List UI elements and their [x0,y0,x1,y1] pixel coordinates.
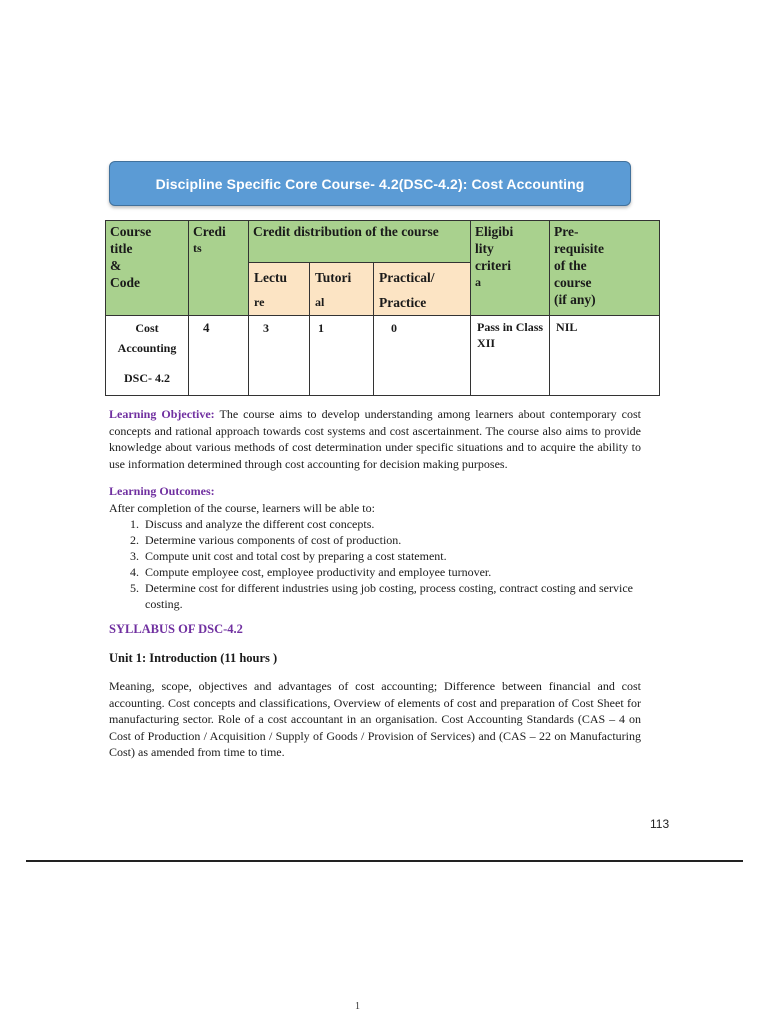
list-item: 3. Compute unit cost and total cost by preparing a cost statement. [142,548,641,564]
header-text: Practical/ [379,270,435,285]
header-text: Tutori [315,270,352,285]
cell-lecture [249,316,310,396]
header-text: Lectu [254,270,287,285]
header-text: a [475,275,482,289]
learning-objective-label: Learning Objective: [109,407,215,421]
header-course-title [106,221,189,316]
header-text: Credit distribution of the course [253,224,439,239]
course-title-banner [109,161,631,206]
cell-prerequisite [550,316,660,396]
learning-objective-text: The course aims to develop understanding among learners about contemporary cost concepts and rational approach towards cost systems and cost ascertainment. The course also aims to provide knowledge about various methods of cost determination under specific situations and to acquire the ability to use information determined through cost accounting for decision making purposes. [109,407,641,471]
header-credits [189,221,249,316]
learning-objective [109,406,641,472]
cell-practical [374,316,471,396]
header-text: Credi [193,224,226,239]
header-text: Code [110,275,140,290]
prerequisite-value: NIL [556,320,578,334]
practical-value: 0 [391,321,397,335]
cell-tutorial [310,316,374,396]
divider [26,860,743,862]
credits-value: 4 [203,320,210,335]
list-item: 2. Determine various components of cost of production. [142,532,641,548]
header-text: re [254,295,265,309]
list-item: 4. Compute employee cost, employee productivity and employee turnover. [142,564,641,580]
header-credit-distribution [249,221,471,263]
header-text: course [554,275,592,290]
cell-credits [189,316,249,396]
tutorial-value: 1 [318,321,324,335]
header-lecture [249,263,310,316]
header-text: Practice [379,295,427,310]
header-text: (if any) [554,292,596,307]
header-text: criteri [475,258,511,273]
header-prerequisite [550,221,660,316]
header-text: Course [110,224,152,239]
eligibility-line: XII [477,336,496,350]
cell-eligibility [471,316,550,396]
list-item: 1. Discuss and analyze the different cost concepts. [142,516,641,532]
header-text: title [110,241,133,256]
learning-outcomes-label: Learning Outcomes: [109,484,215,498]
course-code: DSC- 4.2 [123,371,170,385]
credit-distribution-table [105,220,660,396]
eligibility-line: Pass in Class [477,320,544,334]
header-text: Eligibi [475,224,514,239]
syllabus-heading: SYLLABUS OF DSC-4.2 [109,622,243,636]
header-text: al [315,295,325,309]
header-text: lity [475,241,494,256]
unit-description: Meaning, scope, objectives and advantages of cost accounting; Difference between financial and cost accounting. Cost concepts and classifications, Overview of elements of cost and preparation of Cost Sheet for manufacturing sector. Role of a cost accountant in an organisation. Cost Accounting Standards (CAS – 4 on Cost of Production / Acquisition / Supply of Goods / Provision of Services) and (CAS – 22 on Manufacturing Cost) as amended from time to time. [109,679,641,759]
learning-outcomes-list [142,516,641,612]
header-tutorial [310,263,374,316]
banner-title: Discipline Specific Core Course- 4.2(DSC-4.2): Cost Accounting [155,175,585,192]
course-name-line: Accounting [117,341,177,355]
footer-page-number: 1 [355,1001,360,1012]
header-practical [374,263,471,316]
list-item: 5. Determine cost for different industries using job costing, process costing, contract costing and service costing. [142,580,641,612]
page-number: 113 [650,817,670,831]
header-eligibility [471,221,550,316]
unit-heading: Unit 1: Introduction (11 hours ) [109,651,278,665]
header-text: requisite [554,241,605,256]
learning-outcomes [109,483,641,612]
header-text: ts [193,241,202,255]
cell-course-title [106,316,189,396]
learning-outcomes-intro: After completion of the course, learners will be able to: [109,500,375,515]
course-name-line: Cost [135,321,159,335]
header-text: & [110,258,122,273]
header-text: Pre- [554,224,579,239]
header-text: of the [554,258,587,273]
lecture-value: 3 [263,321,269,335]
